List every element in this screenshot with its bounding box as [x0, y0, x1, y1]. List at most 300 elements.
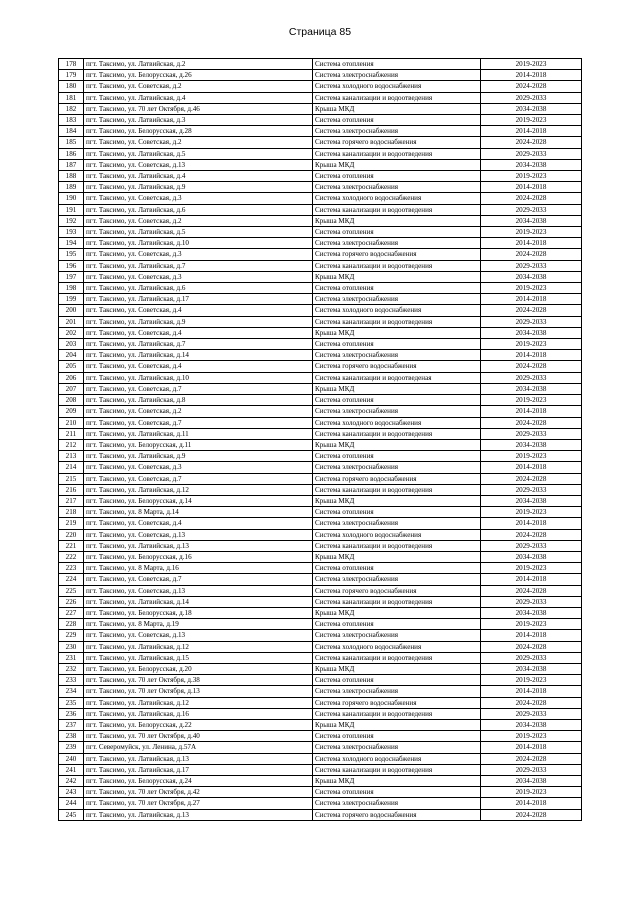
table-row [59, 451, 582, 462]
period-cell: 2014-2018 [481, 126, 582, 137]
address-cell: пгт. Таксимо, ул. Латвийская, д.9 [84, 182, 313, 193]
register-table [58, 58, 582, 821]
period-cell: 2014-2018 [481, 686, 582, 697]
address-cell: пгт. Таксимо, ул. Латвийская, д.10 [84, 238, 313, 249]
address-cell: пгт. Таксимо, ул. 70 лет Октября, д.40 [84, 731, 313, 742]
work-type-cell: Система электроснабжения [313, 630, 481, 641]
period-cell: 2024-2028 [481, 193, 582, 204]
address-cell: пгт. Таксимо, ул. Советская, д.2 [84, 81, 313, 92]
work-type-cell: Система электроснабжения [313, 126, 481, 137]
row-number-cell: 184 [59, 126, 84, 137]
row-number-cell: 191 [59, 204, 84, 215]
table-row [59, 148, 582, 159]
period-cell: 2034-2038 [481, 383, 582, 394]
work-type-cell: Крыша МКД [313, 551, 481, 562]
table-row [59, 361, 582, 372]
table-row [59, 462, 582, 473]
work-type-cell: Система отопления [313, 731, 481, 742]
table-row [59, 70, 582, 81]
row-number-cell: 222 [59, 551, 84, 562]
row-number-cell: 197 [59, 271, 84, 282]
period-cell: 2024-2028 [481, 697, 582, 708]
table-row [59, 495, 582, 506]
table-row [59, 798, 582, 809]
work-type-cell: Система горячего водоснабжения [313, 473, 481, 484]
period-cell: 2024-2028 [481, 809, 582, 820]
period-cell: 2024-2028 [481, 305, 582, 316]
period-cell: 2034-2038 [481, 663, 582, 674]
table-row [59, 305, 582, 316]
address-cell: пгт. Таксимо, ул. 70 лет Октября, д.38 [84, 675, 313, 686]
row-number-cell: 179 [59, 70, 84, 81]
address-cell: пгт. Таксимо, ул. Латвийская, д.3 [84, 115, 313, 126]
address-cell: пгт. Таксимо, ул. Советская, д.4 [84, 361, 313, 372]
period-cell: 2029-2033 [481, 260, 582, 271]
table-row [59, 585, 582, 596]
period-cell: 2014-2018 [481, 182, 582, 193]
period-cell: 2034-2038 [481, 159, 582, 170]
row-number-cell: 199 [59, 294, 84, 305]
period-cell: 2019-2023 [481, 227, 582, 238]
address-cell: пгт. Таксимо, ул. Советская, д.13 [84, 630, 313, 641]
row-number-cell: 189 [59, 182, 84, 193]
row-number-cell: 234 [59, 686, 84, 697]
address-cell: пгт. Таксимо, ул. Белорусская, д.11 [84, 439, 313, 450]
row-number-cell: 242 [59, 776, 84, 787]
work-type-cell: Крыша МКД [313, 663, 481, 674]
table-row [59, 753, 582, 764]
row-number-cell: 240 [59, 753, 84, 764]
table-row [59, 193, 582, 204]
table-row [59, 215, 582, 226]
period-cell: 2029-2033 [481, 204, 582, 215]
period-cell: 2029-2033 [481, 652, 582, 663]
row-number-cell: 180 [59, 81, 84, 92]
table-row [59, 596, 582, 607]
table-row [59, 742, 582, 753]
row-number-cell: 223 [59, 563, 84, 574]
row-number-cell: 205 [59, 361, 84, 372]
row-number-cell: 194 [59, 238, 84, 249]
work-type-cell: Система отопления [313, 59, 481, 70]
work-type-cell: Система канализации и водоотведения [313, 484, 481, 495]
period-cell: 2024-2028 [481, 473, 582, 484]
period-cell: 2019-2023 [481, 115, 582, 126]
period-cell: 2024-2028 [481, 529, 582, 540]
table-row [59, 383, 582, 394]
row-number-cell: 220 [59, 529, 84, 540]
row-number-cell: 217 [59, 495, 84, 506]
row-number-cell: 233 [59, 675, 84, 686]
table-row [59, 764, 582, 775]
address-cell: пгт. Таксимо, ул. 8 Марта, д.14 [84, 507, 313, 518]
work-type-cell: Система электроснабжения [313, 686, 481, 697]
address-cell: пгт. Таксимо, ул. Латвийская, д.14 [84, 596, 313, 607]
address-cell: пгт. Таксимо, ул. Советская, д.13 [84, 585, 313, 596]
table-row [59, 204, 582, 215]
register-table-body [59, 59, 582, 821]
row-number-cell: 241 [59, 764, 84, 775]
row-number-cell: 203 [59, 339, 84, 350]
address-cell: пгт. Таксимо, ул. Латвийская, д.13 [84, 809, 313, 820]
row-number-cell: 204 [59, 350, 84, 361]
period-cell: 2029-2033 [481, 428, 582, 439]
table-row [59, 574, 582, 585]
table-row [59, 406, 582, 417]
address-cell: пгт. Таксимо, ул. Латвийская, д.13 [84, 753, 313, 764]
row-number-cell: 218 [59, 507, 84, 518]
period-cell: 2014-2018 [481, 294, 582, 305]
row-number-cell: 236 [59, 708, 84, 719]
row-number-cell: 225 [59, 585, 84, 596]
address-cell: пгт. Таксимо, ул. Латвийская, д.6 [84, 204, 313, 215]
work-type-cell: Система канализации и водоотведения [313, 764, 481, 775]
address-cell: пгт. Северомуйск, ул. Ленина, д.57А [84, 742, 313, 753]
period-cell: 2034-2038 [481, 271, 582, 282]
period-cell: 2034-2038 [481, 776, 582, 787]
address-cell: пгт. Таксимо, ул. 70 лет Октября, д.46 [84, 103, 313, 114]
period-cell: 2029-2033 [481, 148, 582, 159]
work-type-cell: Крыша МКД [313, 383, 481, 394]
period-cell: 2014-2018 [481, 350, 582, 361]
table-row [59, 339, 582, 350]
row-number-cell: 201 [59, 316, 84, 327]
work-type-cell: Система холодного водоснабжения [313, 81, 481, 92]
address-cell: пгт. Таксимо, ул. Белорусская, д.26 [84, 70, 313, 81]
work-type-cell: Крыша МКД [313, 327, 481, 338]
period-cell: 2019-2023 [481, 787, 582, 798]
work-type-cell: Крыша МКД [313, 776, 481, 787]
table-row [59, 686, 582, 697]
table-row [59, 809, 582, 820]
row-number-cell: 193 [59, 227, 84, 238]
table-row [59, 327, 582, 338]
table-row [59, 619, 582, 630]
address-cell: пгт. Таксимо, ул. Советская, д.2 [84, 406, 313, 417]
table-row [59, 126, 582, 137]
address-cell: пгт. Таксимо, ул. Латвийская, д.14 [84, 350, 313, 361]
address-cell: пгт. Таксимо, ул. Белорусская, д.16 [84, 551, 313, 562]
address-cell: пгт. Таксимо, ул. Советская, д.4 [84, 327, 313, 338]
row-number-cell: 231 [59, 652, 84, 663]
period-cell: 2029-2033 [481, 372, 582, 383]
row-number-cell: 239 [59, 742, 84, 753]
row-number-cell: 211 [59, 428, 84, 439]
work-type-cell: Система отопления [313, 563, 481, 574]
address-cell: пгт. Таксимо, ул. Белорусская, д.14 [84, 495, 313, 506]
table-row [59, 652, 582, 663]
address-cell: пгт. Таксимо, ул. Латвийская, д.12 [84, 641, 313, 652]
address-cell: пгт. Таксимо, ул. Советская, д.13 [84, 159, 313, 170]
row-number-cell: 227 [59, 607, 84, 618]
row-number-cell: 224 [59, 574, 84, 585]
work-type-cell: Система электроснабжения [313, 406, 481, 417]
address-cell: пгт. Таксимо, ул. Белорусская, д.20 [84, 663, 313, 674]
address-cell: пгт. Таксимо, ул. Латвийская, д.10 [84, 372, 313, 383]
address-cell: пгт. Таксимо, ул. Белорусская, д.28 [84, 126, 313, 137]
period-cell: 2014-2018 [481, 574, 582, 585]
work-type-cell: Система холодного водоснабжения [313, 529, 481, 540]
row-number-cell: 216 [59, 484, 84, 495]
address-cell: пгт. Таксимо, ул. Латвийская, д.13 [84, 540, 313, 551]
period-cell: 2034-2038 [481, 551, 582, 562]
address-cell: пгт. Таксимо, ул. Советская, д.4 [84, 305, 313, 316]
work-type-cell: Система канализации и водоотведения [313, 260, 481, 271]
address-cell: пгт. Таксимо, ул. Латвийская, д.11 [84, 428, 313, 439]
address-cell: пгт. Таксимо, ул. 8 Марта, д.19 [84, 619, 313, 630]
work-type-cell: Система горячего водоснабжения [313, 249, 481, 260]
table-row [59, 439, 582, 450]
period-cell: 2024-2028 [481, 585, 582, 596]
table-row [59, 719, 582, 730]
address-cell: пгт. Таксимо, ул. Латвийская, д.9 [84, 451, 313, 462]
period-cell: 2014-2018 [481, 238, 582, 249]
address-cell: пгт. Таксимо, ул. Латвийская, д.8 [84, 395, 313, 406]
work-type-cell: Система горячего водоснабжения [313, 585, 481, 596]
address-cell: пгт. Таксимо, ул. 70 лет Октября, д.13 [84, 686, 313, 697]
period-cell: 2029-2033 [481, 540, 582, 551]
period-cell: 2029-2033 [481, 596, 582, 607]
address-cell: пгт. Таксимо, ул. Белорусская, д.18 [84, 607, 313, 618]
row-number-cell: 185 [59, 137, 84, 148]
address-cell: пгт. Таксимо, ул. Советская, д.7 [84, 417, 313, 428]
work-type-cell: Крыша МКД [313, 439, 481, 450]
work-type-cell: Система канализации и водоотведения [313, 540, 481, 551]
table-row [59, 182, 582, 193]
work-type-cell: Крыша МКД [313, 607, 481, 618]
work-type-cell: Система электроснабжения [313, 742, 481, 753]
work-type-cell: Система отопления [313, 451, 481, 462]
row-number-cell: 235 [59, 697, 84, 708]
work-type-cell: Система отопления [313, 787, 481, 798]
period-cell: 2019-2023 [481, 395, 582, 406]
row-number-cell: 215 [59, 473, 84, 484]
work-type-cell: Система отопления [313, 227, 481, 238]
address-cell: пгт. Таксимо, ул. Советская, д.2 [84, 215, 313, 226]
row-number-cell: 208 [59, 395, 84, 406]
table-row [59, 159, 582, 170]
work-type-cell: Система отопления [313, 507, 481, 518]
address-cell: пгт. Таксимо, ул. Латвийская, д.4 [84, 92, 313, 103]
table-row [59, 563, 582, 574]
work-type-cell: Система холодного водоснабжения [313, 193, 481, 204]
period-cell: 2019-2023 [481, 619, 582, 630]
table-row [59, 697, 582, 708]
table-row [59, 249, 582, 260]
period-cell: 2019-2023 [481, 283, 582, 294]
table-row [59, 115, 582, 126]
period-cell: 2029-2033 [481, 764, 582, 775]
work-type-cell: Система отопления [313, 339, 481, 350]
period-cell: 2014-2018 [481, 630, 582, 641]
work-type-cell: Крыша МКД [313, 103, 481, 114]
period-cell: 2024-2028 [481, 249, 582, 260]
period-cell: 2034-2038 [481, 719, 582, 730]
period-cell: 2019-2023 [481, 451, 582, 462]
work-type-cell: Система электроснабжения [313, 182, 481, 193]
row-number-cell: 228 [59, 619, 84, 630]
work-type-cell: Система горячего водоснабжения [313, 697, 481, 708]
row-number-cell: 198 [59, 283, 84, 294]
work-type-cell: Система холодного водоснабжения [313, 641, 481, 652]
address-cell: пгт. Таксимо, ул. Советская, д.3 [84, 462, 313, 473]
page-title: Страница 85 [288, 26, 352, 38]
table-row [59, 641, 582, 652]
table-row [59, 428, 582, 439]
address-cell: пгт. Таксимо, ул. Латвийская, д.7 [84, 339, 313, 350]
address-cell: пгт. Таксимо, ул. Латвийская, д.7 [84, 260, 313, 271]
period-cell: 2014-2018 [481, 518, 582, 529]
row-number-cell: 219 [59, 518, 84, 529]
work-type-cell: Крыша МКД [313, 159, 481, 170]
row-number-cell: 192 [59, 215, 84, 226]
address-cell: пгт. Таксимо, ул. 8 Марта, д.16 [84, 563, 313, 574]
table-row [59, 294, 582, 305]
work-type-cell: Крыша МКД [313, 719, 481, 730]
period-cell: 2019-2023 [481, 59, 582, 70]
table-row [59, 630, 582, 641]
period-cell: 2014-2018 [481, 462, 582, 473]
work-type-cell: Система отопления [313, 115, 481, 126]
work-type-cell: Система горячего водоснабжения [313, 809, 481, 820]
row-number-cell: 178 [59, 59, 84, 70]
period-cell: 2029-2033 [481, 316, 582, 327]
period-cell: 2024-2028 [481, 641, 582, 652]
address-cell: пгт. Таксимо, ул. Латвийская, д.12 [84, 697, 313, 708]
address-cell: пгт. Таксимо, ул. Латвийская, д.5 [84, 227, 313, 238]
period-cell: 2014-2018 [481, 798, 582, 809]
row-number-cell: 187 [59, 159, 84, 170]
work-type-cell: Система электроснабжения [313, 70, 481, 81]
address-cell: пгт. Таксимо, ул. Советская, д.3 [84, 271, 313, 282]
row-number-cell: 212 [59, 439, 84, 450]
address-cell: пгт. Таксимо, ул. Латвийская, д.16 [84, 708, 313, 719]
table-row [59, 395, 582, 406]
address-cell: пгт. Таксимо, ул. Советская, д.7 [84, 574, 313, 585]
row-number-cell: 200 [59, 305, 84, 316]
row-number-cell: 182 [59, 103, 84, 114]
work-type-cell: Система канализации и водоотведения [313, 148, 481, 159]
table-row [59, 731, 582, 742]
table-row [59, 238, 582, 249]
address-cell: пгт. Таксимо, ул. Латвийская, д.2 [84, 59, 313, 70]
row-number-cell: 213 [59, 451, 84, 462]
table-row [59, 607, 582, 618]
work-type-cell: Система электроснабжения [313, 294, 481, 305]
table-row [59, 787, 582, 798]
row-number-cell: 232 [59, 663, 84, 674]
table-row [59, 350, 582, 361]
work-type-cell: Система отопления [313, 171, 481, 182]
address-cell: пгт. Таксимо, ул. Советская, д.13 [84, 529, 313, 540]
work-type-cell: Система канализации и водоотведения [313, 708, 481, 719]
period-cell: 2024-2028 [481, 753, 582, 764]
table-row [59, 316, 582, 327]
address-cell: пгт. Таксимо, ул. Латвийская, д.12 [84, 484, 313, 495]
period-cell: 2024-2028 [481, 81, 582, 92]
period-cell: 2034-2038 [481, 495, 582, 506]
work-type-cell: Система холодного водоснабжения [313, 305, 481, 316]
table-row [59, 137, 582, 148]
row-number-cell: 226 [59, 596, 84, 607]
address-cell: пгт. Таксимо, ул. Советская, д.7 [84, 383, 313, 394]
row-number-cell: 244 [59, 798, 84, 809]
row-number-cell: 230 [59, 641, 84, 652]
period-cell: 2034-2038 [481, 103, 582, 114]
period-cell: 2029-2033 [481, 708, 582, 719]
row-number-cell: 206 [59, 372, 84, 383]
work-type-cell: Система холодного водоснабжения [313, 753, 481, 764]
row-number-cell: 188 [59, 171, 84, 182]
row-number-cell: 207 [59, 383, 84, 394]
table-row [59, 507, 582, 518]
period-cell: 2034-2038 [481, 607, 582, 618]
row-number-cell: 214 [59, 462, 84, 473]
address-cell: пгт. Таксимо, ул. Советская, д.7 [84, 473, 313, 484]
address-cell: пгт. Таксимо, ул. Белорусская, д.22 [84, 719, 313, 730]
work-type-cell: Система электроснабжения [313, 462, 481, 473]
row-number-cell: 183 [59, 115, 84, 126]
period-cell: 2029-2033 [481, 484, 582, 495]
work-type-cell: Система канализации и водоотведения [313, 428, 481, 439]
table-row [59, 551, 582, 562]
period-cell: 2019-2023 [481, 563, 582, 574]
period-cell: 2014-2018 [481, 70, 582, 81]
table-row [59, 81, 582, 92]
table-row [59, 171, 582, 182]
table-row [59, 663, 582, 674]
row-number-cell: 237 [59, 719, 84, 730]
row-number-cell: 190 [59, 193, 84, 204]
address-cell: пгт. Таксимо, ул. Советская, д.4 [84, 518, 313, 529]
address-cell: пгт. Таксимо, ул. Латвийская, д.15 [84, 652, 313, 663]
address-cell: пгт. Таксимо, ул. 70 лет Октября, д.42 [84, 787, 313, 798]
row-number-cell: 186 [59, 148, 84, 159]
period-cell: 2019-2023 [481, 339, 582, 350]
work-type-cell: Система канализации и водоотведеная [313, 372, 481, 383]
table-row [59, 59, 582, 70]
period-cell: 2029-2033 [481, 92, 582, 103]
table-row [59, 473, 582, 484]
address-cell: пгт. Таксимо, ул. Белорусская, д.24 [84, 776, 313, 787]
row-number-cell: 243 [59, 787, 84, 798]
work-type-cell: Система отопления [313, 283, 481, 294]
row-number-cell: 238 [59, 731, 84, 742]
work-type-cell: Система отопления [313, 675, 481, 686]
address-cell: пгт. Таксимо, ул. Латвийская, д.17 [84, 294, 313, 305]
table-row [59, 675, 582, 686]
work-type-cell: Система канализации и водоотведения [313, 316, 481, 327]
table-row [59, 103, 582, 114]
work-type-cell: Крыша МКД [313, 271, 481, 282]
row-number-cell: 209 [59, 406, 84, 417]
table-row [59, 372, 582, 383]
table-row [59, 283, 582, 294]
address-cell: пгт. Таксимо, ул. Латвийская, д.5 [84, 148, 313, 159]
period-cell: 2024-2028 [481, 417, 582, 428]
work-type-cell: Система отопления [313, 619, 481, 630]
table-row [59, 417, 582, 428]
period-cell: 2024-2028 [481, 137, 582, 148]
period-cell: 2019-2023 [481, 731, 582, 742]
period-cell: 2034-2038 [481, 439, 582, 450]
period-cell: 2019-2023 [481, 675, 582, 686]
address-cell: пгт. Таксимо, ул. Латвийская, д.6 [84, 283, 313, 294]
address-cell: пгт. Таксимо, ул. Советская, д.2 [84, 137, 313, 148]
row-number-cell: 221 [59, 540, 84, 551]
row-number-cell: 195 [59, 249, 84, 260]
work-type-cell: Система электроснабжения [313, 350, 481, 361]
